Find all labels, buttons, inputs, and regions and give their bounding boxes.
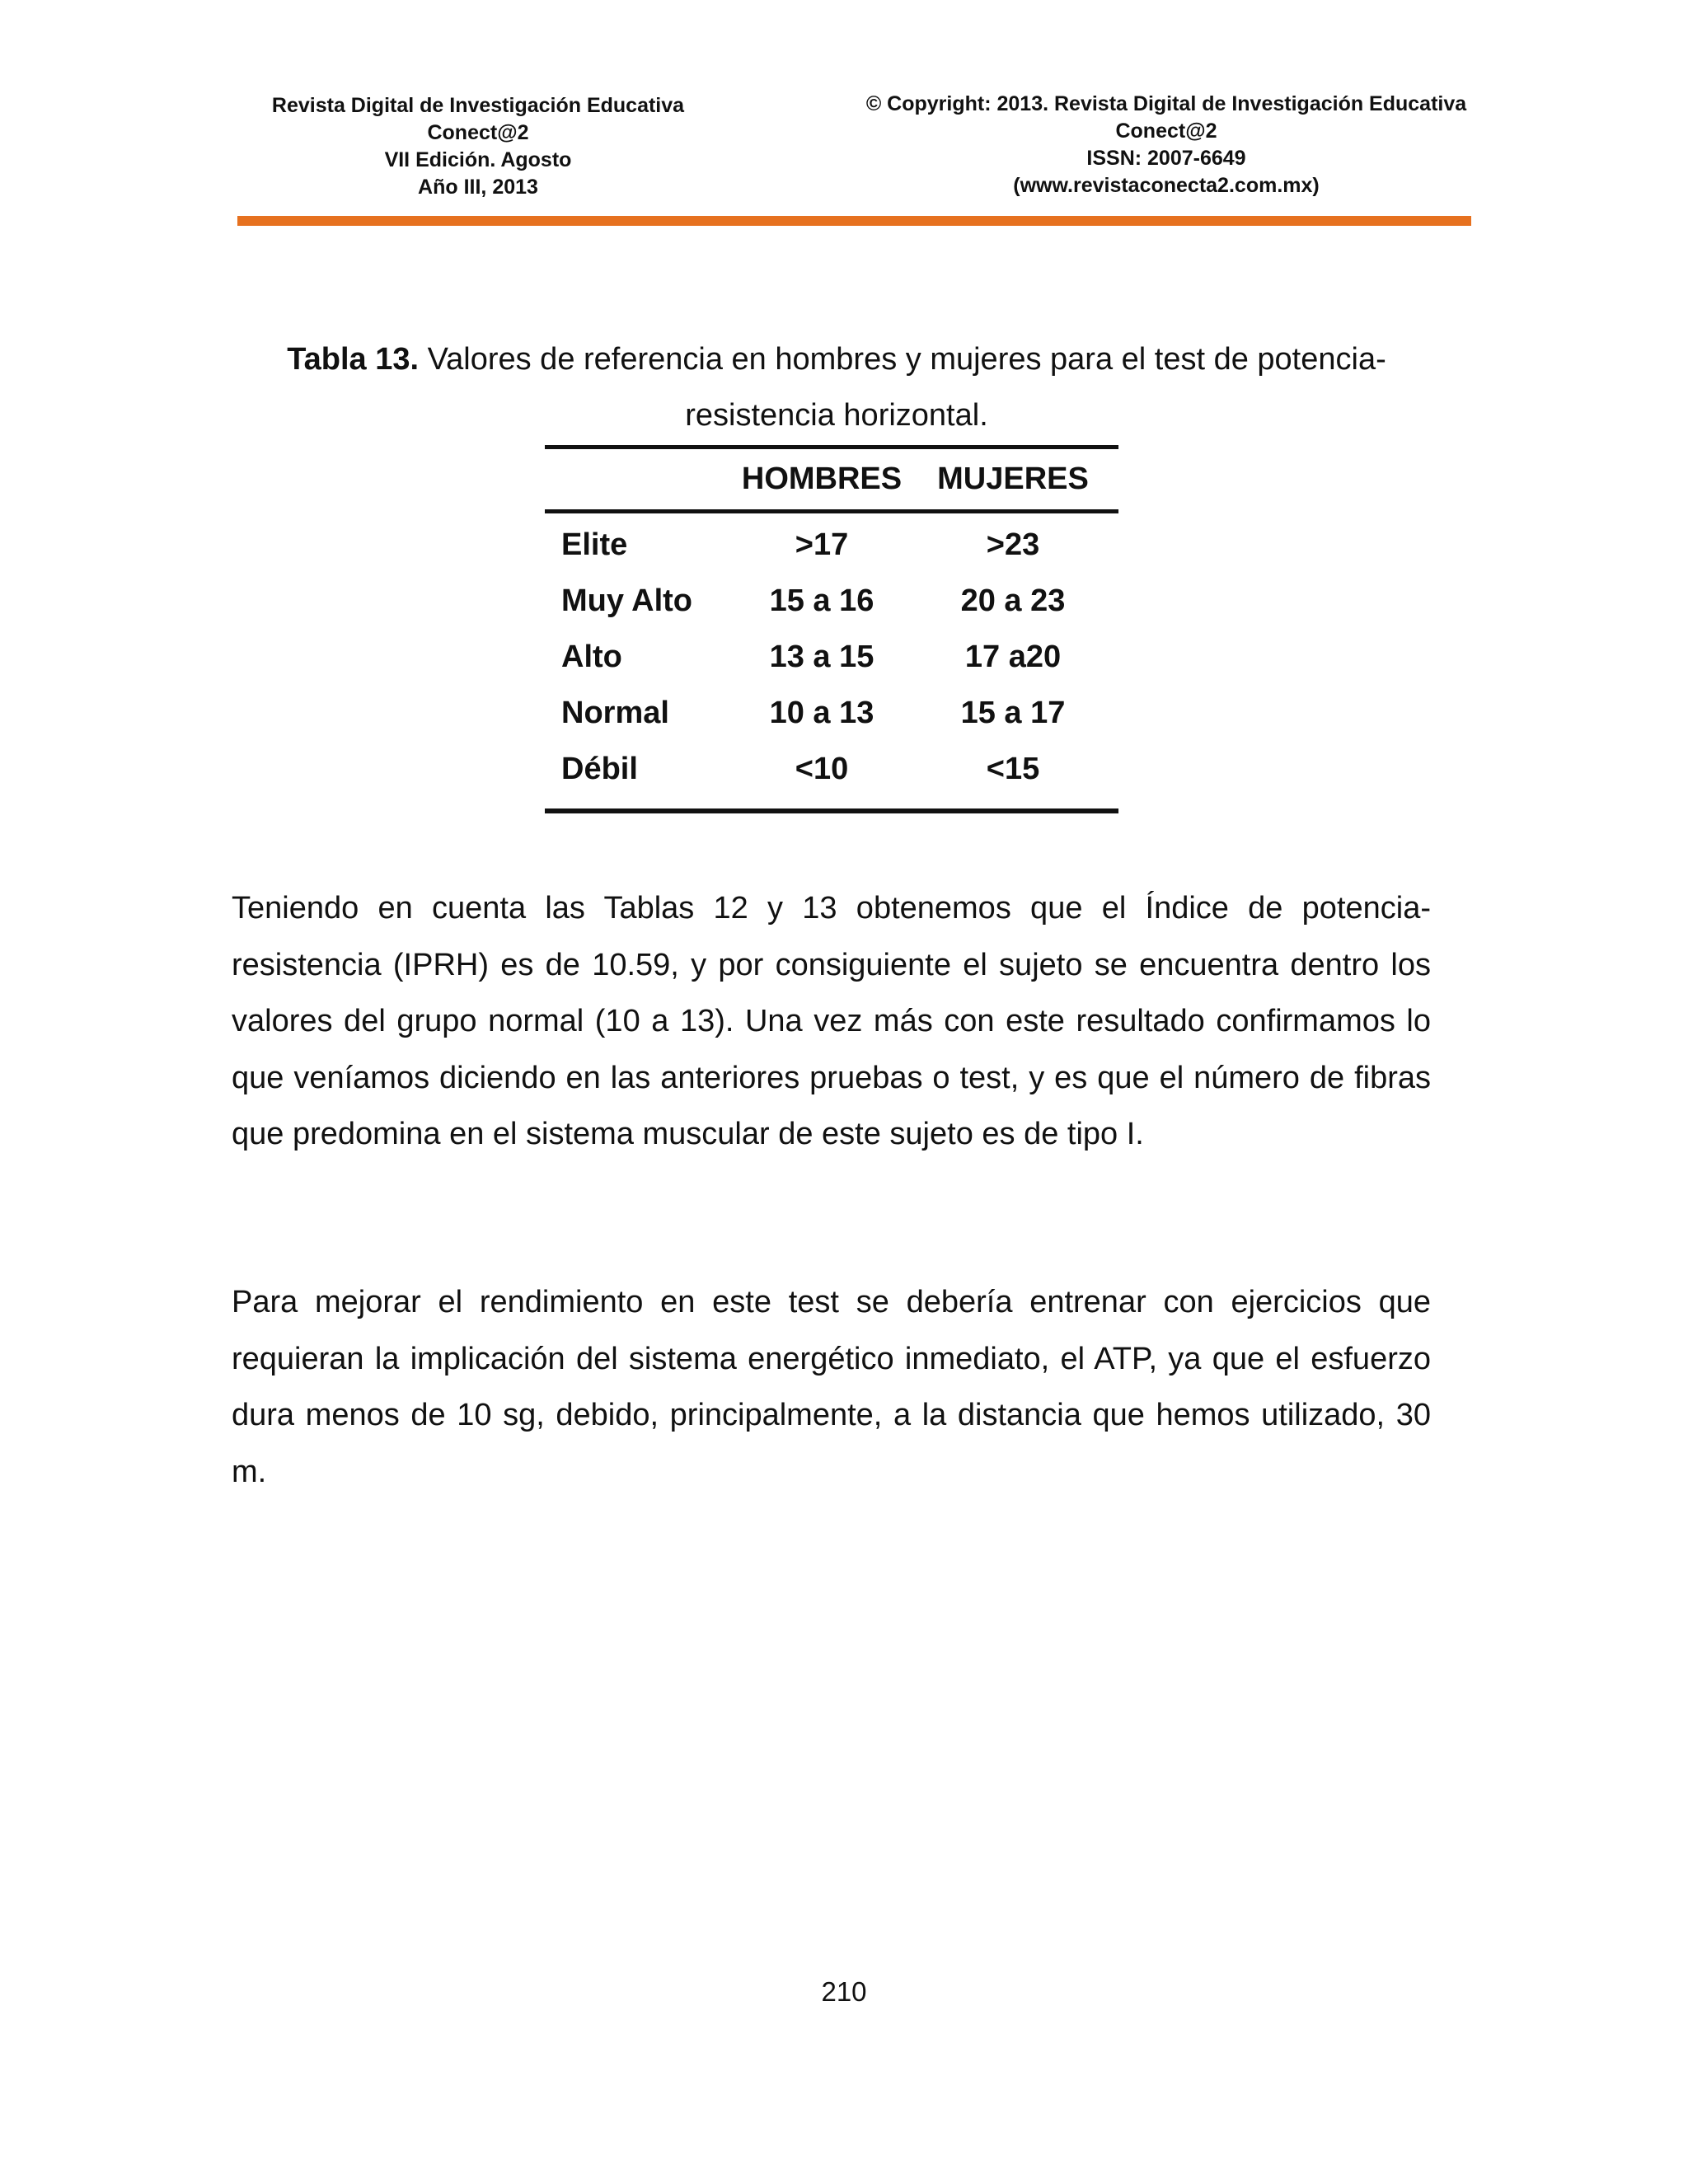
table-cell: Débil (561, 751, 638, 786)
journal-header-right (816, 91, 1517, 199)
table-cell: 15 a 16 (769, 583, 874, 618)
table-caption-label: Tabla 13. (287, 342, 420, 377)
table-row (545, 741, 1118, 797)
body-paragraph-results: Teniendo en cuenta las Tablas 12 y 13 obtenemos que el Índice de potencia-resistencia (IPRH) es de 10.59, y por consiguiente el sujeto se encuentra dentro los valores del grupo normal (10 a 13). Una vez más con este resultado confirmamos lo que veníamos diciendo en las anteriores pruebas o test, y es que el número de fibras que predomina en el sistema muscular de este sujeto es de tipo I. (232, 891, 1431, 1151)
table-row (545, 517, 1118, 573)
table-cell: >23 (986, 527, 1040, 562)
table-cell: Muy Alto (561, 583, 693, 618)
table-caption-text: Valores de referencia en hombres y mujeres para el test de potencia-resistencia horizontal. (419, 342, 1386, 433)
copyright-short-name: Conect@2 (1115, 120, 1217, 143)
table-body (545, 513, 1118, 808)
edition: VII Edición. Agosto (384, 148, 572, 171)
table-row (545, 685, 1118, 741)
year: Año III, 2013 (418, 176, 538, 199)
table-row (545, 573, 1118, 629)
table-header-cell: MUJERES (937, 462, 1089, 496)
journal-name: Revista Digital de Investigación Educativa (271, 94, 685, 117)
table-cell: <15 (986, 751, 1040, 786)
journal-header-left (239, 92, 717, 201)
table-cell: 10 a 13 (769, 695, 874, 730)
reference-values-table (545, 445, 1118, 813)
table-header-cell: HOMBRES (741, 462, 903, 496)
header-divider (237, 216, 1471, 226)
body-paragraph-training: Para mejorar el rendimiento en este test se debería entrenar con ejercicios que requieran la implicación del sistema energético inmediato, el ATP, ya que el esfuerzo dura menos de 10 sg, debido, principalmente, a la distancia que hemos utilizado, 30 m. (232, 1285, 1431, 1489)
table-cell: 15 a 17 (960, 695, 1066, 730)
issn: ISSN: 2007-6649 (1086, 147, 1246, 170)
journal-short-name: Conect@2 (427, 121, 529, 144)
table-cell: 17 a20 (964, 639, 1062, 674)
table-cell: Alto (561, 639, 622, 674)
table-cell: >17 (795, 527, 849, 562)
table-row (545, 629, 1118, 685)
table-caption (239, 331, 1434, 443)
copyright-line: © Copyright: 2013. Revista Digital de Investigación Educativa (865, 92, 1467, 115)
page-number: 210 (821, 1976, 867, 2007)
table-cell: 13 a 15 (769, 639, 874, 674)
journal-website: (www.revistaconecta2.com.mx) (1013, 174, 1320, 197)
table-cell: Normal (561, 695, 669, 730)
table-cell: Elite (561, 527, 628, 562)
table-header-row (545, 449, 1118, 509)
table-bottom-rule (545, 808, 1118, 813)
table-cell: 20 a 23 (960, 583, 1066, 618)
table-cell: <10 (795, 751, 849, 786)
